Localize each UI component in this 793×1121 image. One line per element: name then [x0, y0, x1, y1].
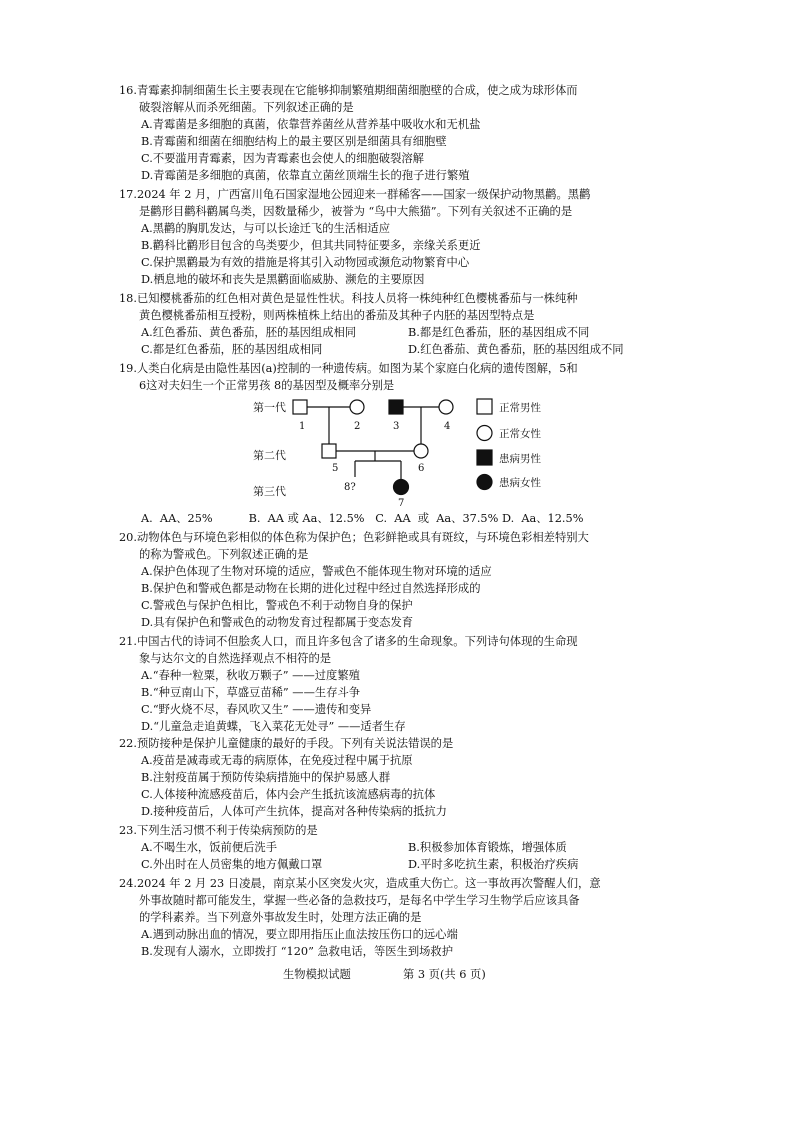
q21-option-d: D.“儿童急走追黄蝶，飞入菜花无处寻” ——适者生存: [141, 720, 406, 733]
legend-normal-female-icon: [477, 426, 492, 441]
q20-option-a: A.保护色体现了生物对环境的适应，警戒色不能体现生物对环境的适应: [141, 565, 492, 578]
legend-affected-male-label: 患病男性: [499, 453, 541, 465]
person-1-normal-male: [293, 400, 307, 414]
legend-affected-female-icon: [477, 475, 492, 490]
pedigree-diagram: [243, 396, 553, 508]
q16-option-a: A.青霉菌是多细胞的真菌，依靠营养菌丝从营养基中吸收水和无机盐: [141, 118, 481, 131]
q22-stem-line1: 22.预防接种是保护儿童健康的最好的手段。下列有关说法错误的是: [119, 737, 454, 750]
q18-option-a: A.红色番茄、黄色番茄，胚的基因组成相同: [141, 326, 357, 339]
q23-option-d: D.平时多吃抗生素，积极治疗疾病: [408, 858, 579, 871]
person-5-normal-male: [322, 444, 336, 458]
person-3-number: 3: [393, 421, 400, 432]
q24-stem-line3: 的学科素养。当下列意外事故发生时，处理方法正确的是: [139, 911, 422, 924]
gen2-label: 第二代: [253, 449, 286, 462]
q18-stem-line1: 18.已知樱桃番茄的红色相对黄色是显性性状。科技人员将一株纯种红色樱桃番茄与一株纯种: [119, 292, 578, 305]
person-6-number: 6: [418, 463, 425, 474]
q19-stem-line1: 19.人类白化病是由隐性基因(a)控制的一种遗传病。如图为某个家庭白化病的遗传图解，5和: [119, 362, 578, 375]
person-1-number: 1: [299, 421, 306, 432]
q24-stem-line2: 外事故随时都可能发生，掌握一些必备的急救技巧，是每名中学生学习生物学后应该具备: [139, 894, 580, 907]
q17-option-c: C.保护黑鹳最为有效的措施是将其引入动物园或濒危动物繁育中心: [141, 256, 470, 269]
person-2-number: 2: [354, 421, 361, 432]
q22-option-a: A.疫苗是减毒或无毒的病原体，在免疫过程中属于抗原: [141, 754, 413, 767]
legend-affected-female-label: 患病女性: [499, 477, 541, 489]
q16-stem-line1: 16.青霉素抑制细菌生长主要表现在它能够抑制繁殖期细菌细胞壁的合成，使之成为球形体而: [119, 84, 578, 97]
q23-option-a: A.不喝生水，饭前便后洗手: [141, 841, 278, 854]
q20-stem-line1: 20.动物体色与环境色彩相似的体色称为保护色；色彩鲜艳或具有斑纹，与环境色彩相差特别大: [119, 531, 589, 544]
q20-option-d: D.具有保护色和警戒色的动物发育过程都属于变态发育: [141, 616, 414, 629]
q24-option-b: B.发现有人溺水，立即拨打 “120” 急救电话，等医生到场救护: [141, 945, 454, 958]
q22-option-d: D.接种疫苗后，人体可产生抗体，提高对各种传染病的抵抗力: [141, 805, 447, 818]
q16-option-b: B.青霉菌和细菌在细胞结构上的最主要区别是细菌具有细胞壁: [141, 135, 447, 148]
q20-option-c: C.警戒色与保护色相比，警戒色不利于动物自身的保护: [141, 599, 413, 612]
q22-option-b: B.注射疫苗属于预防传染病措施中的保护易感人群: [141, 771, 391, 784]
legend-normal-male-label: 正常男性: [499, 402, 541, 414]
q21-stem-line1: 21.中国古代的诗词不但脍炙人口，而且许多包含了诸多的生命现象。下列诗句体现的生命现: [119, 635, 578, 648]
q18-option-c: C.都是红色番茄，胚的基因组成相同: [141, 343, 323, 356]
person-7-number: 7: [398, 498, 405, 508]
q17-option-a: A.黑鹳的胸肌发达，与可以长途迁飞的生活相适应: [141, 222, 390, 235]
legend-normal-male-icon: [477, 399, 492, 414]
person-4-number: 4: [444, 421, 451, 432]
q17-option-b: B.鹳科比鹳形目包含的鸟类要少，但其共同特征要多，亲缘关系更近: [141, 239, 481, 252]
person-5-number: 5: [332, 463, 339, 474]
q16-stem-line2: 破裂溶解从而杀死细菌。下列叙述正确的是: [139, 101, 354, 114]
q18-option-d: D.红色番茄、黄色番茄，胚的基因组成不同: [408, 343, 624, 356]
q20-stem-line2: 的称为警戒色。下列叙述正确的是: [139, 548, 309, 561]
person-3-affected-male: [389, 400, 403, 414]
q16-option-d: D.青霉菌是多细胞的真菌，依靠直立菌丝顶端生长的孢子进行繁殖: [141, 169, 470, 182]
person-4-normal-female: [439, 400, 453, 414]
q23-option-b: B.积极参加体育锻炼，增强体质: [408, 841, 567, 854]
q24-stem-line1: 24.2024 年 2 月 23 日凌晨，南京某小区突发火灾，造成重大伤亡。这一事故再次警醒人们，意: [119, 877, 601, 890]
q21-stem-line2: 象与达尔文的自然选择观点不相符的是: [139, 652, 332, 665]
q23-option-c: C.外出时在人员密集的地方佩戴口罩: [141, 858, 323, 871]
legend-normal-female-label: 正常女性: [499, 428, 541, 440]
gen1-label: 第一代: [253, 401, 286, 414]
footer-page-number: 第 3 页(共 6 页): [403, 968, 486, 981]
q24-option-a: A.遇到动脉出血的情况，要立即用指压止血法按压伤口的远心端: [141, 928, 458, 941]
q21-option-c: C.“野火烧不尽，春风吹又生” ——遗传和变异: [141, 703, 372, 716]
q21-option-b: B.“种豆南山下，草盛豆苗稀” ——生存斗争: [141, 686, 361, 699]
q17-stem-line1: 17.2024 年 2 月，广西富川龟石国家湿地公园迎来一群稀客——国家一级保护动物黑鹳。黑鹳: [119, 188, 591, 201]
q17-option-d: D.栖息地的破坏和丧失是黑鹳面临威胁、濒危的主要原因: [141, 273, 425, 286]
q19-stem-line2: 6这对夫妇生一个正常男孩 8的基因型及概率分别是: [139, 379, 395, 392]
q23-stem-line1: 23.下列生活习惯不利于传染病预防的是: [119, 824, 318, 837]
q19-options: A. AA、25% B. AA 或 Aa、12.5% C. AA 或 Aa、37.5% D. Aa、12.5%: [141, 512, 584, 525]
person-6-normal-female: [414, 444, 428, 458]
q21-option-a: A.“春种一粒粟，秋收万颗子” ——过度繁殖: [141, 669, 360, 682]
person-2-normal-female: [350, 400, 364, 414]
q17-stem-line2: 是鹳形目鹳科鹳属鸟类，因数量稀少，被誉为 “鸟中大熊猫”。下列有关叙述不正确的是: [139, 205, 573, 218]
q18-stem-line2: 黄色樱桃番茄相互授粉，则两株植株上结出的番茄及其种子内胚的基因型特点是: [139, 309, 535, 322]
legend-affected-male-icon: [477, 450, 492, 465]
q20-option-b: B.保护色和警戒色都是动物在长期的进化过程中经过自然选择形成的: [141, 582, 481, 595]
q16-option-c: C.不要滥用青霉素，因为青霉素也会使人的细胞破裂溶解: [141, 152, 424, 165]
gen3-label: 第三代: [253, 485, 286, 498]
person-8-number: 8?: [344, 482, 356, 493]
q18-option-b: B.都是红色番茄，胚的基因组成不同: [408, 326, 590, 339]
footer-subject: 生物模拟试题: [283, 968, 351, 981]
person-7-affected-female: [394, 480, 409, 495]
q22-option-c: C.人体接种流感疫苗后，体内会产生抵抗该流感病毒的抗体: [141, 788, 436, 801]
